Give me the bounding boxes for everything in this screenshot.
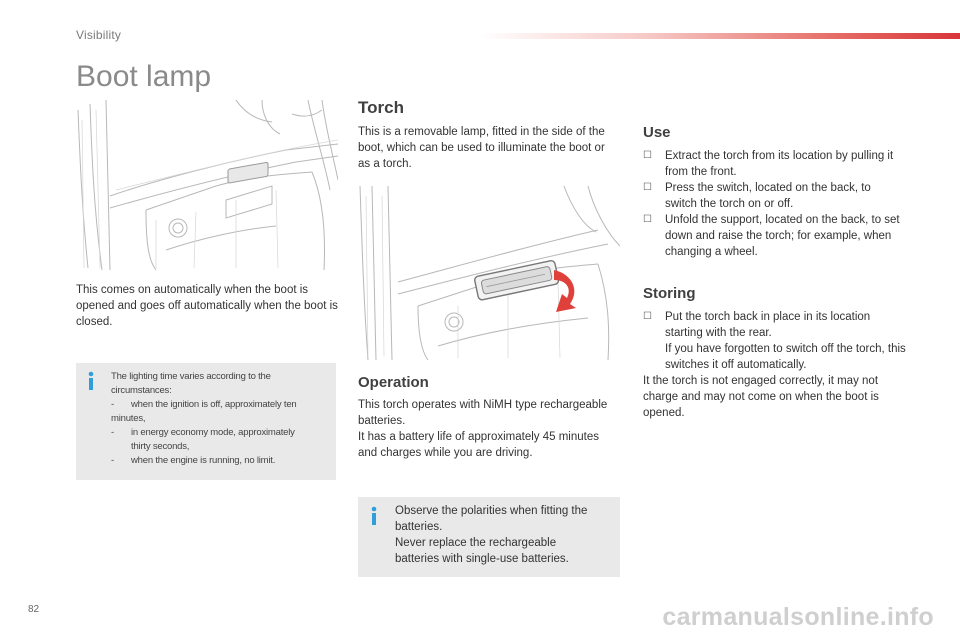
watermark: carmanualsonline.info <box>662 603 934 631</box>
note-line: The lighting time varies according to the <box>111 371 271 382</box>
checkbox-bullet-icon: ☐ <box>643 150 652 161</box>
use-item: ☐ Extract the torch from its location by pulling it from the front. <box>643 150 894 178</box>
checkbox-bullet-icon: ☐ <box>643 311 652 322</box>
checkbox-bullet-icon: ☐ <box>643 214 652 225</box>
note-item: - when the engine is running, no limit. <box>111 455 276 466</box>
use-item: ☐ Unfold the support, located on the back, to set down and raise the torch; for example, when changing a wheel. <box>643 214 900 258</box>
storing-item: ☐ Put the torch back in place in its location starting with the rear. <box>643 311 871 339</box>
storing-heading: Storing <box>643 285 696 302</box>
use-list <box>643 148 905 260</box>
torch-heading: Torch <box>358 98 404 117</box>
battery-note <box>358 497 620 577</box>
storing-item-extra: If you have forgotten to switch off the torch, this switches it off automatically. <box>665 343 906 371</box>
battery-note-text-1: Observe the polarities when fitting the batteries. <box>395 505 588 533</box>
boot-lamp-intro: This comes on automatically when the boot is opened and goes off automatically when the boot is closed. <box>76 284 338 328</box>
note-line: circumstances: <box>111 385 172 396</box>
torch-description: This is a removable lamp, fitted in the side of the boot, which can be used to illuminate the boot or as a torch. <box>358 126 605 170</box>
note-text <box>111 370 333 468</box>
storing-list <box>643 309 908 373</box>
operation-text-1: This torch operates with NiMH type rechargeable batteries. <box>358 399 608 427</box>
use-item: ☐ Press the switch, located on the back, to switch the torch on or off. <box>643 182 871 210</box>
page-title: Boot lamp <box>76 60 212 93</box>
note-item: - when the ignition is off, approximately ten minutes, <box>111 399 297 424</box>
torch-illustration <box>358 186 620 360</box>
info-icon <box>86 371 96 396</box>
note-item-cont: thirty seconds, <box>131 441 190 452</box>
use-heading: Use <box>643 124 671 141</box>
info-icon <box>369 506 379 531</box>
header-gradient-bar <box>480 33 960 39</box>
battery-note-text-2: Never replace the rechargeable batteries with single-use batteries. <box>395 537 569 565</box>
note-item: - in energy economy mode, approximately <box>111 427 295 438</box>
section-label: Visibility <box>76 28 122 42</box>
page-number: 82 <box>28 604 40 615</box>
storing-warning: It the torch is not engaged correctly, it may not charge and may not come on when the boot is opened. <box>643 375 879 419</box>
boot-lamp-note <box>76 363 336 480</box>
operation-text-2: It has a battery life of approximately 45 minutes and charges while you are driving. <box>358 431 599 459</box>
boot-lamp-illustration <box>76 100 338 272</box>
checkbox-bullet-icon: ☐ <box>643 182 652 193</box>
operation-heading: Operation <box>358 374 429 391</box>
